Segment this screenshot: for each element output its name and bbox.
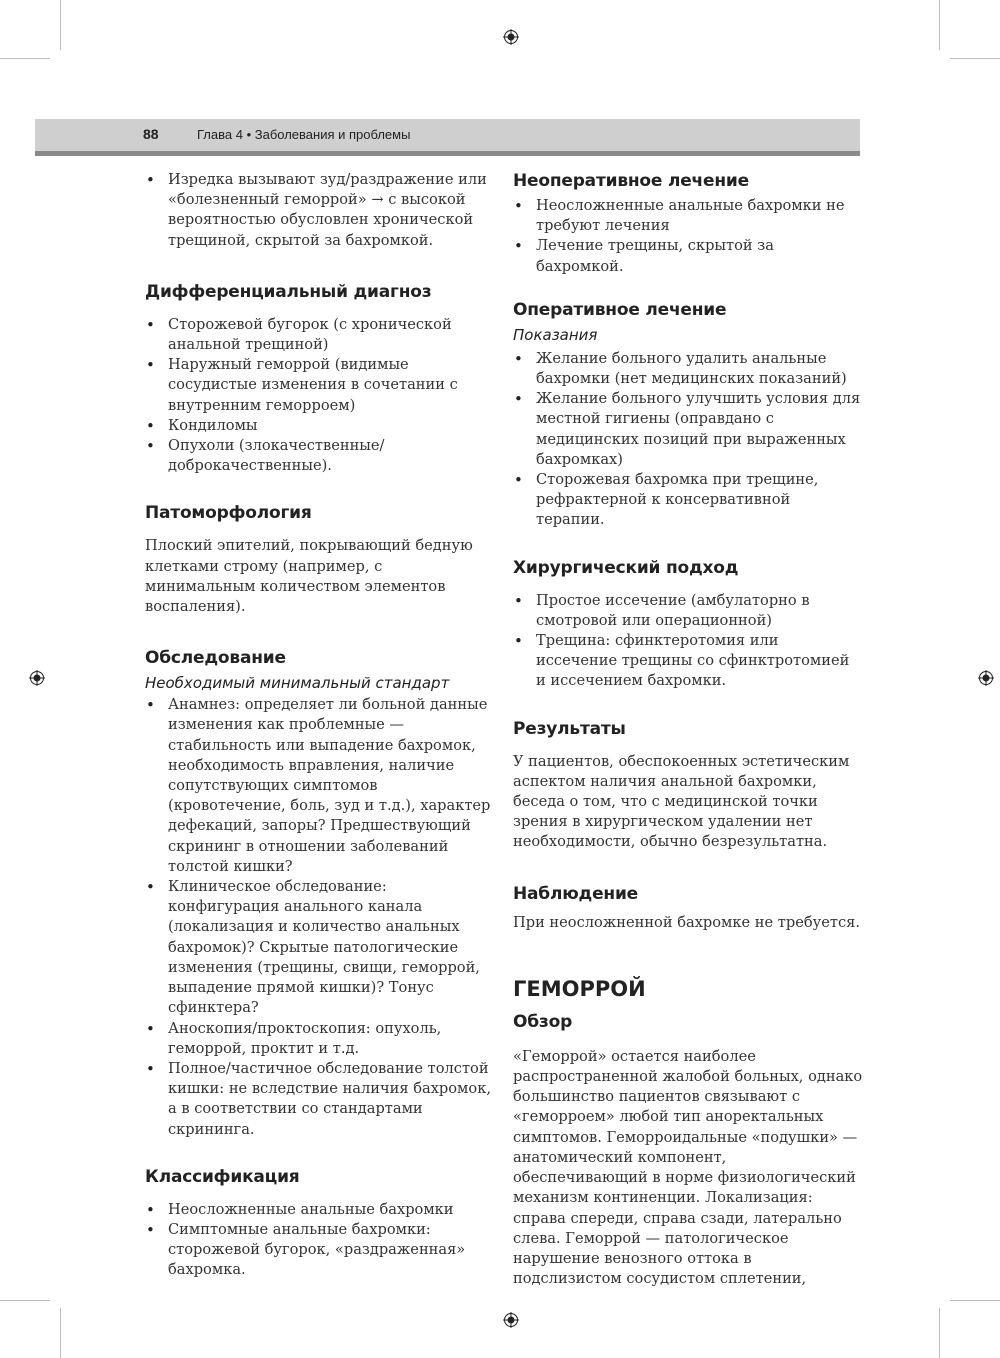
list-item: • Опухоли (злокачественные/доброкачественные). xyxy=(145,436,495,476)
section-heading: Обследование xyxy=(145,648,286,669)
section-heading: Оперативное лечение xyxy=(513,299,727,320)
crop-mark xyxy=(0,1300,50,1301)
section-heading: Классификация xyxy=(145,1166,300,1187)
section-heading: Неоперативное лечение xyxy=(513,171,749,191)
left-column xyxy=(145,170,495,1281)
list-item: • Наружный геморрой (видимые сосудистые изменения в сочетании с внутренним геморроем) xyxy=(145,355,495,416)
registration-mark-icon xyxy=(503,29,519,45)
registration-mark-icon xyxy=(29,670,45,686)
surgical-approach-list xyxy=(513,591,863,692)
page-number: 88 xyxy=(143,126,159,142)
crop-mark xyxy=(0,58,50,59)
list-item: • Трещина: сфинктеротомия или иссечение трещины со сфинктротомией и иссечением бахромки. xyxy=(513,631,863,692)
list-item: • Аноскопия/проктоскопия: опухоль, геморрой, проктит и т.д. xyxy=(145,1019,495,1059)
paragraph: У пациентов, обеспокоенных эстетическим аспектом наличия анальной бахромки, беседа о том, что с медицинской точки зрения в хирургическом удалении нет необходимости, обычно безрезультатна. xyxy=(513,752,850,851)
indications-list xyxy=(513,349,863,531)
sub-heading: Показания xyxy=(513,325,598,344)
chapter-section-title: ГЕМОРРОЙ xyxy=(513,976,646,1001)
list-item: • Изредка вызывают зуд/раздражение или «болезненный геморрой» → с высокой вероятностью обусловлен хронической трещиной, скрытой за бахромкой. xyxy=(145,170,495,251)
list-item: • Клиническое обследование: конфигурация анального канала (локализация и количество анальных бахромок)? Скрытые патологические изменения (трещины, свищи, геморрой, выпадение прямой кишки)? Тонус сфинктера? xyxy=(145,877,495,1018)
list-item: • Сторожевой бугорок (с хронической анальной трещиной) xyxy=(145,315,495,355)
crop-mark xyxy=(939,1308,940,1358)
paragraph: Плоский эпителий, покрывающий бедную клетками строму (например, с минимальным количеством элементов воспаления). xyxy=(145,537,473,616)
list-item: • Анамнез: определяет ли больной данные изменения как проблемные — стабильность или выпадение бахромок, необходимость вправления, наличие сопутствующих симптомов (кровотечение, боль, зуд и т.д.), характер дефекаций, запоры? Предшествующий скрининг в отношении заболеваний толстой кишки? xyxy=(145,695,495,877)
section-heading: Дифференциальный диагноз xyxy=(145,281,432,302)
section-heading: Обзор xyxy=(513,1011,573,1032)
diff-diagnosis-list xyxy=(145,315,495,477)
paragraph: При неосложненной бахромке не требуется. xyxy=(513,913,860,931)
crop-mark xyxy=(950,1300,1000,1301)
crop-mark xyxy=(939,0,940,50)
list-item: • Сторожевая бахромка при трещине, рефрактерной к консервативной терапии. xyxy=(513,470,863,531)
crop-mark xyxy=(950,58,1000,59)
crop-mark xyxy=(60,0,61,50)
intro-list xyxy=(145,170,495,251)
list-item: • Желание больного улучшить условия для местной гигиены (оправдано с медицинских позиций при выраженных бахромках) xyxy=(513,389,863,470)
list-item: • Неосложненные анальные бахромки xyxy=(145,1200,495,1220)
nonoperative-list xyxy=(513,196,863,277)
list-item: • Лечение трещины, скрытой за бахромкой. xyxy=(513,236,863,276)
section-heading: Результаты xyxy=(513,718,626,739)
list-item: • Неосложненные анальные бахромки не требуют лечения xyxy=(513,196,863,236)
section-heading: Хирургический подход xyxy=(513,557,739,578)
registration-mark-icon xyxy=(978,670,994,686)
crop-mark xyxy=(60,1308,61,1358)
list-item: • Кондиломы xyxy=(145,416,495,436)
list-item: • Желание больного удалить анальные бахромки (нет медицинских показаний) xyxy=(513,349,863,389)
chapter-title: Глава 4 • Заболевания и проблемы xyxy=(197,127,411,142)
list-item: • Симптомные анальные бахромки: сторожевой бугорок, «раздраженная» бахромка. xyxy=(145,1220,495,1281)
paragraph: «Геморрой» остается наиболее распространенной жалобой больных, однако большинство пациентов связывают с «геморроем» любой тип аноректальных симптомов. Геморроидальные «подушки» — анатомический компонент, обеспечивающий в норме физиологический механизм континенции. Локализация: справа спереди, справа сзади, латерально слева. Геморрой — патологическое нарушение венозного оттока в подслизистом сосудистом сплетении, xyxy=(513,1047,863,1288)
right-column xyxy=(513,170,863,1289)
classification-list xyxy=(145,1200,495,1281)
registration-mark-icon xyxy=(503,1312,519,1328)
examination-list xyxy=(145,695,495,1139)
list-item: • Полное/частичное обследование толстой кишки: не вследствие наличия бахромок, а в соответствии со стандартами скрининга. xyxy=(145,1059,495,1140)
running-header xyxy=(35,119,860,156)
section-heading: Патоморфология xyxy=(145,503,312,524)
list-item: • Простое иссечение (амбулаторно в смотровой или операционной) xyxy=(513,591,863,631)
section-heading: Наблюдение xyxy=(513,883,638,904)
sub-heading: Необходимый минимальный стандарт xyxy=(145,674,450,693)
